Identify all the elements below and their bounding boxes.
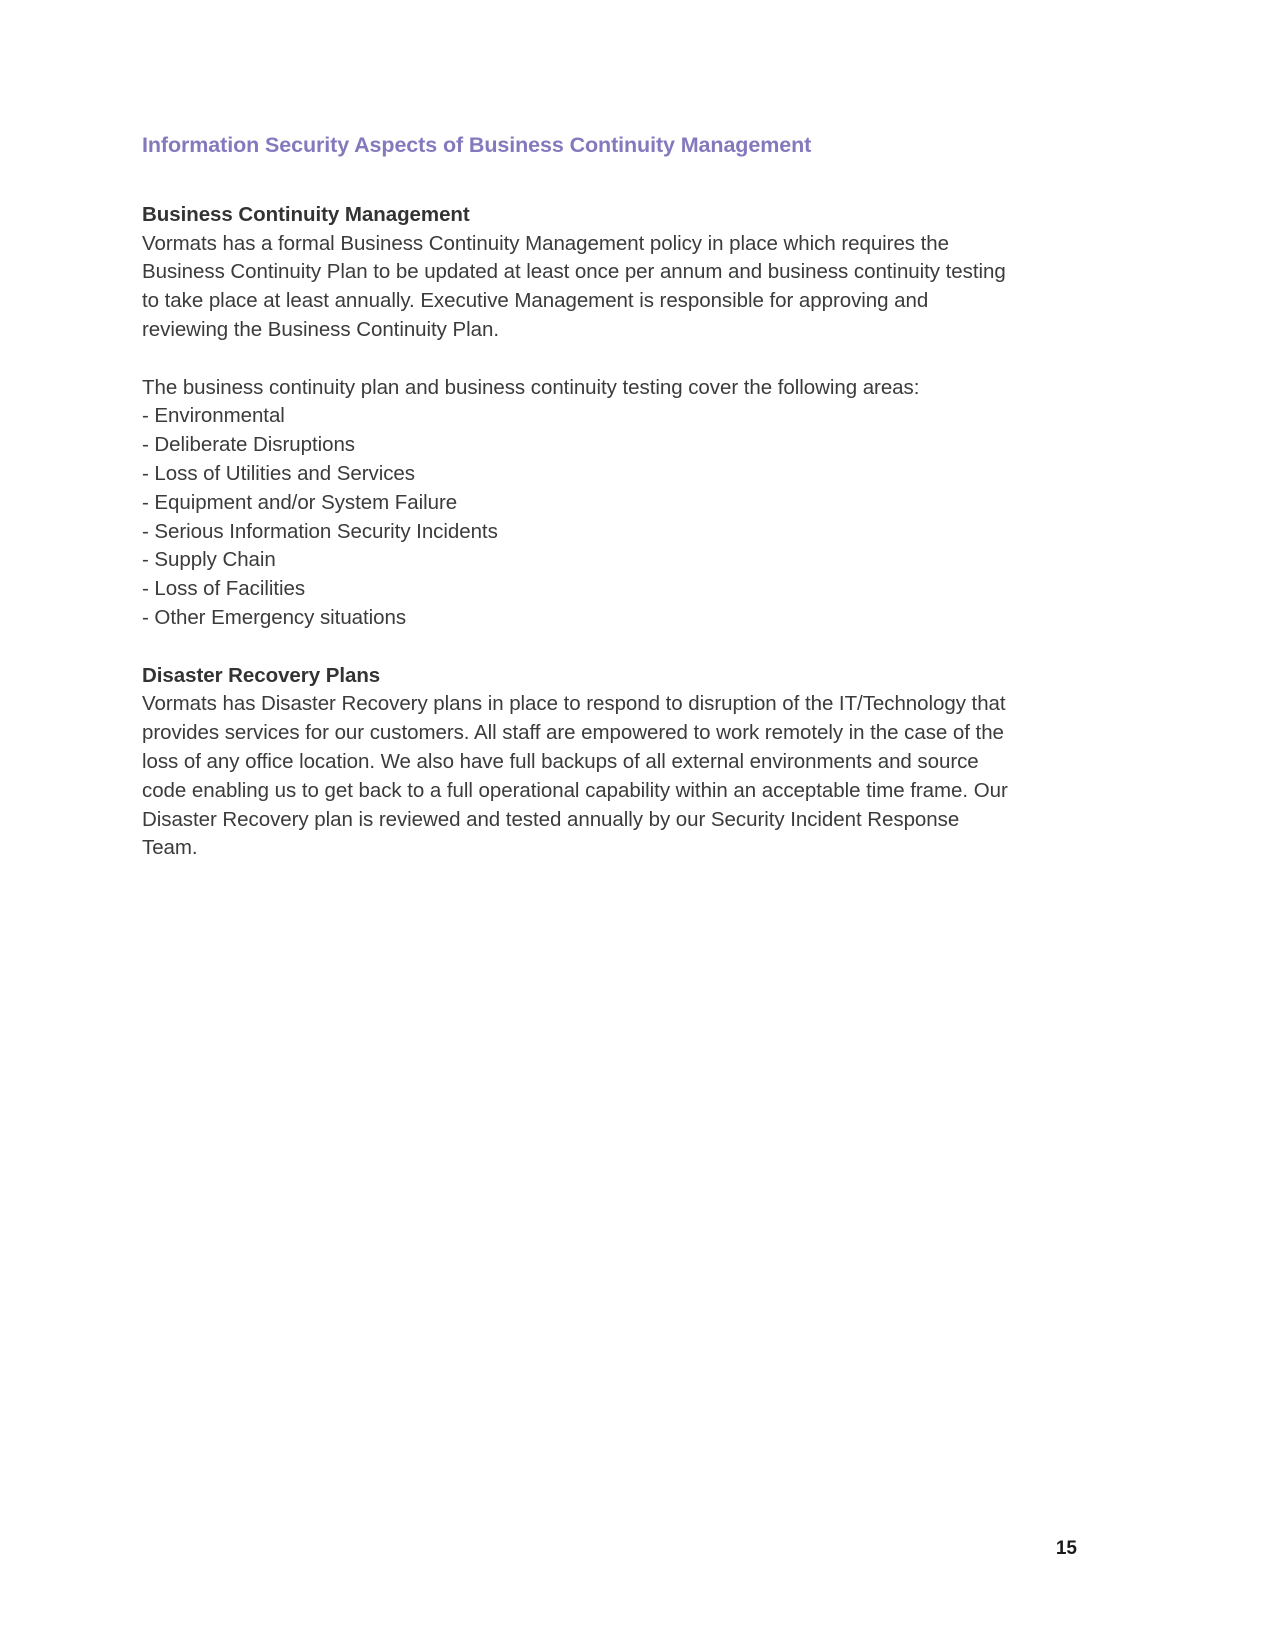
paragraph-line: Team. [142, 836, 198, 860]
coverage-areas-list [142, 402, 1077, 632]
paragraph-spacer [142, 345, 1077, 374]
page-number: 15 [1055, 1538, 1077, 1559]
section-disaster-recovery-plans [142, 662, 1077, 864]
paragraph-business-continuity-management [142, 230, 1077, 345]
section-heading-disaster-recovery-plans: Disaster Recovery Plans [142, 663, 381, 687]
paragraph-line: The business continuity plan and business continuity testing cover the following areas: [142, 375, 920, 399]
paragraph-line: Business Continuity Plan to be updated at least once per annum and business continuity testing [142, 260, 1006, 284]
section-heading-business-continuity-management: Business Continuity Management [142, 202, 470, 226]
paragraph-line: reviewing the Business Continuity Plan. [142, 318, 499, 342]
list-item: - Serious Information Security Incidents [142, 519, 498, 543]
paragraph-line: Vormats has Disaster Recovery plans in place to respond to disruption of the IT/Technology that [142, 692, 1006, 716]
coverage-intro-text [142, 374, 1077, 403]
list-item: - Equipment and/or System Failure [142, 490, 458, 514]
paragraph-line: to take place at least annually. Executive Management is responsible for approving and [142, 289, 929, 313]
paragraph-spacer [142, 633, 1077, 662]
list-item: - Supply Chain [142, 548, 276, 572]
paragraph-line: Vormats has a formal Business Continuity Management policy in place which requires the [142, 231, 949, 255]
paragraph-disaster-recovery-plans [142, 690, 1077, 863]
paragraph-line: Disaster Recovery plan is reviewed and tested annually by our Security Incident Response [142, 807, 960, 831]
list-item: - Loss of Utilities and Services [142, 462, 415, 486]
section-business-continuity-management [142, 201, 1077, 345]
paragraph-line: provides services for our customers. All staff are empowered to work remotely in the case of the [142, 721, 1004, 745]
page-content [142, 132, 1077, 863]
list-item: - Deliberate Disruptions [142, 433, 355, 457]
page-title: Information Security Aspects of Business Continuity Management [142, 133, 812, 157]
paragraph-line: code enabling us to get back to a full operational capability within an acceptable time frame. Our [142, 778, 1008, 802]
list-item: - Other Emergency situations [142, 606, 407, 630]
list-item: - Environmental [142, 404, 285, 428]
section-coverage-areas [142, 374, 1077, 633]
list-item: - Loss of Facilities [142, 577, 306, 601]
paragraph-line: loss of any office location. We also have full backups of all external environments and source [142, 750, 979, 774]
